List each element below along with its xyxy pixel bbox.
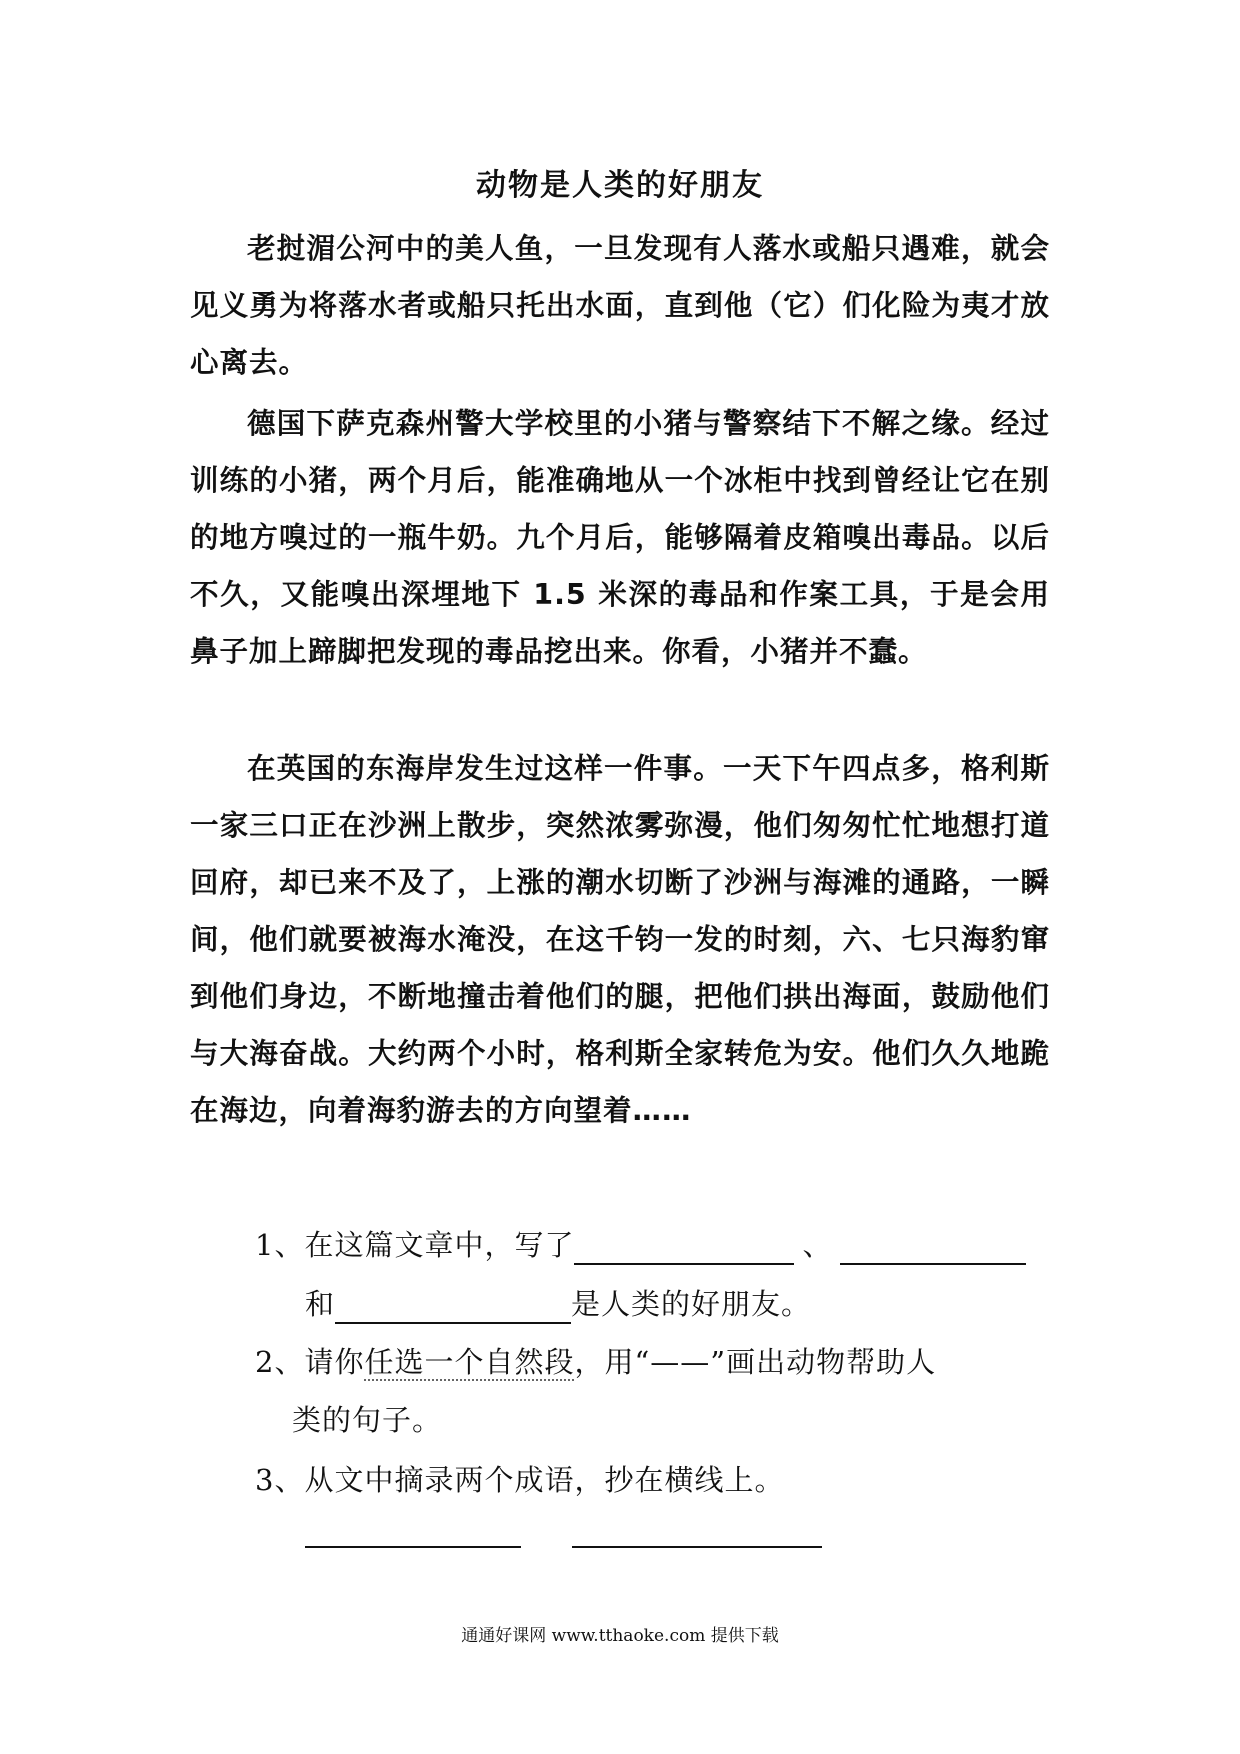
- question-2: [255, 1342, 1055, 1382]
- question-3: [255, 1460, 1055, 1500]
- question-2-line-2: [292, 1400, 1092, 1440]
- question-text: 类的句子。: [292, 1403, 443, 1437]
- question-number: 2、: [255, 1345, 305, 1379]
- question-text: 在这篇文章中，写了: [304, 1228, 575, 1262]
- question-text: 和: [305, 1287, 336, 1321]
- question-1-line-2: [305, 1284, 1105, 1324]
- answer-line-1[interactable]: [305, 1546, 521, 1548]
- paragraph-text: 德国下萨克森州警大学校里的小猪与警察结下不解之缘。经过训练的小猪，两个月后，能准确地从一个冰柜中找到曾经让它在别的地方嗅过的一瓶牛奶。九个月后，能够隔着皮箱嗅出毒品。以后不久，又能嗅出深埋地下 1.5 米深的毒品和作案工具，于是会用鼻子加上蹄脚把发现的毒品挖出来。你看，小猪并不蠢。: [190, 407, 1050, 668]
- question-text: 从文中摘录两个成语，抄在横线上。: [304, 1463, 785, 1497]
- footer-text: 通通好课网 www.tthaoke.com 提供下载: [461, 1626, 779, 1646]
- paragraph-piglet: [190, 395, 1050, 680]
- answer-blank-3[interactable]: [335, 1290, 571, 1324]
- paragraph-seals: [190, 740, 1050, 1139]
- answer-line-2[interactable]: [572, 1546, 822, 1548]
- paragraph-mermaid: [190, 220, 1050, 391]
- separator-text: 、: [802, 1228, 833, 1262]
- question-text: ，用“——”画出动物帮助人: [574, 1345, 937, 1379]
- answer-blank-2[interactable]: [840, 1231, 1026, 1265]
- question-number: 1、: [255, 1228, 305, 1262]
- dotted-emphasis: 任选一个自然段: [364, 1345, 575, 1379]
- question-text: 是人类的好朋友。: [571, 1287, 812, 1321]
- paragraph-text: 老挝湄公河中的美人鱼，一旦发现有人落水或船只遇难，就会见义勇为将落水者或船只托出水面，直到他（它）们化险为夷才放心离去。: [190, 232, 1050, 379]
- document-title: 动物是人类的好朋友: [476, 168, 764, 203]
- question-text: 请你: [304, 1345, 365, 1379]
- answer-blank-1[interactable]: [574, 1231, 794, 1265]
- question-number: 3、: [255, 1463, 305, 1497]
- paragraph-text: 在英国的东海岸发生过这样一件事。一天下午四点多，格利斯一家三口正在沙洲上散步，突然浓雾弥漫，他们匆匆忙忙地想打道回府，却已来不及了，上涨的潮水切断了沙洲与海滩的通路，一瞬间，他们就要被海水淹没，在这千钧一发的时刻，六、七只海豹窜到他们身边，不断地撞击着他们的腿，把他们拱出海面，鼓励他们与大海奋战。大约两个小时，格利斯全家转危为安。他们久久地跪在海边，向着海豹游去的方向望着……: [190, 752, 1050, 1127]
- question-1: [255, 1225, 1055, 1265]
